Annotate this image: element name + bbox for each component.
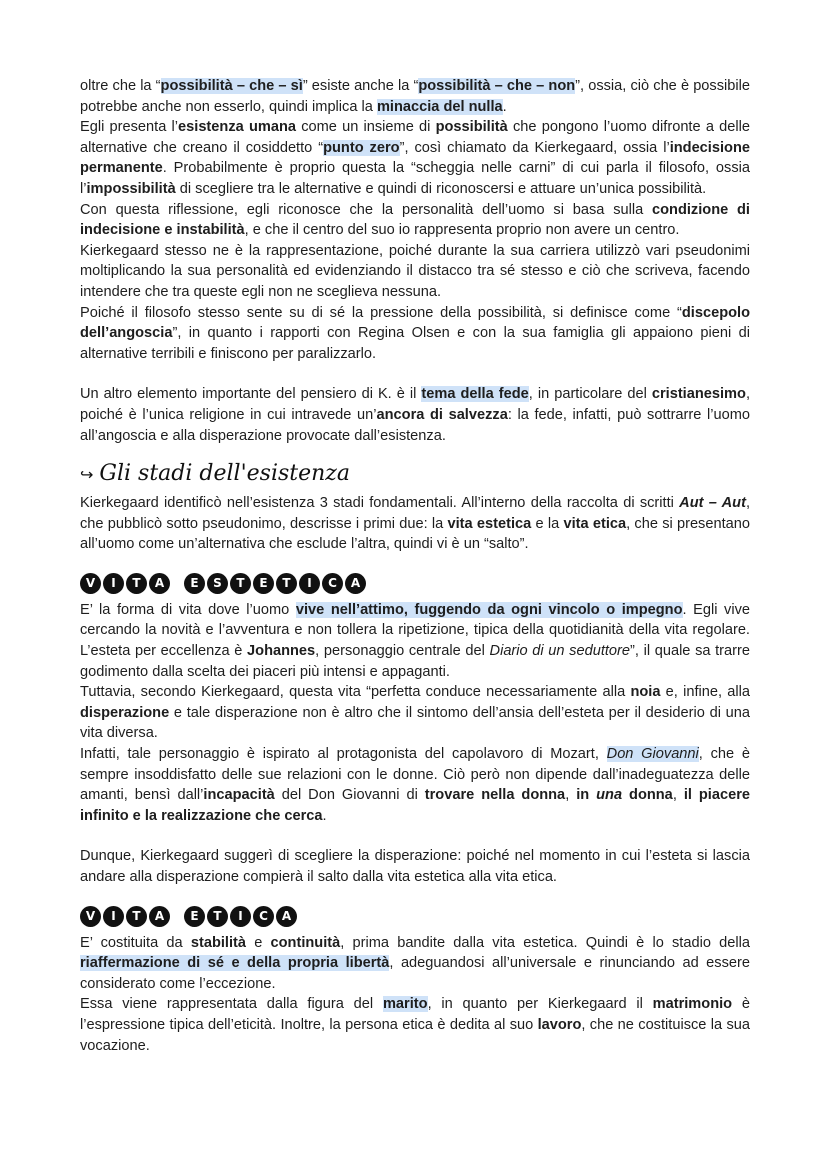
paragraph: Infatti, tale personaggio è ispirato al protagonista del capolavoro di Mozart, Don Giovanni, che è sempre insoddisfatto delle sue relazioni con le donne. Ciò però non dipende dall’inadeguatezza delle amanti, bensì dall’incapacità del Don Giovanni di trovare nella donna, in una donna, il piacere infinito e la realizzazione che cerca. (80, 746, 751, 824)
paragraph: oltre che la “possibilità – che – sì” esiste anche la “possibilità – che – non”, ossia, ciò che è possibile potrebbe anche non esserlo, quindi implica la minaccia del nulla. (80, 78, 750, 115)
letter-badge: C (322, 573, 343, 594)
paragraph: Tuttavia, secondo Kierkegaard, questa vita “perfetta conduce necessariamente alla noia e, infine, alla disperazione e tale disperazione non è altro che il sintomo dell’ansia dell’esteta per il desiderio di una vita diversa. (80, 684, 750, 742)
letter-badge: V (80, 573, 101, 594)
section-heading-vita-estetica (80, 573, 750, 594)
letter-badge: T (276, 573, 297, 594)
letter-badge: I (299, 573, 320, 594)
paragraph: Dunque, Kierkegaard suggerì di scegliere la disperazione: poiché nel momento in cui l’esteta si lascia andare alla disperazione compierà il salto dalla vita estetica alla vita etica. (80, 848, 750, 885)
highlight: Don Giovanni (606, 746, 699, 763)
letter-badge: I (103, 573, 124, 594)
paragraph: Poiché il filosofo stesso sente su di sé la pressione della possibilità, si definisce come “discepolo dell’angoscia”, in quanto i rapporti con Regina Olsen e con la sua famiglia gli appaiono pieni di alternative terribili e finiscono per paralizzarlo. (80, 304, 750, 362)
letter-badge: A (276, 906, 297, 927)
letter-badge: E (253, 573, 274, 594)
paragraph: E’ la forma di vita dove l’uomo vive nell’attimo, fuggendo da ogni vincolo o impegno. Egli vive cercando la novità e l’avventura e non tollera la ripetizione, tipica della quotidianità della vita regolare. L’esteta per eccellenza è Johannes, personaggio centrale del Diario di un seduttore”, il quale sa trarre godimento dalla scelta dei piaceri più intensi e appaganti. (80, 601, 751, 680)
highlight: tema della fede (421, 386, 529, 403)
paragraph: Kierkegaard identificò nell’esistenza 3 stadi fondamentali. All’interno della raccolta di scritti Aut – Aut, che pubblicò sotto pseudonimo, descrisse i primi due: la vita estetica e la vita etica, che si presentano all’uomo come un’alternativa che esclude l’altra, quindi vi è un “salto”. (80, 495, 750, 553)
paragraph: Con questa riflessione, egli riconosce che la personalità dell’uomo si basa sulla condizione di indecisione e instabilità, e che il centro del suo io rappresenta proprio non avere un centro. (80, 201, 750, 239)
letter-badge: C (253, 906, 274, 927)
highlight: riaffermazione di sé e della propria libertà (80, 955, 390, 972)
letter-badge: S (207, 573, 228, 594)
letter-badge: I (230, 906, 251, 927)
letter-badge: I (103, 906, 124, 927)
paragraph: Kierkegaard stesso ne è la rappresentazione, poiché durante la sua carriera utilizzò vari pseudonimi moltiplicando la sua personalità ed evidenziando il distacco tra sé stesso e ciò che scriveva, facendo intendere che tra queste egli non ne sceglieva nessuna. (80, 242, 750, 300)
paragraph: Essa viene rappresentata dalla figura del marito, in quanto per Kierkegaard il matrimonio è l’espressione tipica dell’eticità. Inoltre, la persona etica è dedita al suo lavoro, che ne costituisce la sua vocazione. (80, 996, 751, 1054)
highlight: possibilità – che – sì (160, 78, 303, 94)
letter-badge: T (126, 573, 147, 594)
highlight: marito (382, 996, 428, 1013)
arrow-icon: ↪ (80, 465, 94, 485)
letter-badge: V (80, 906, 101, 927)
letter-badge: A (149, 573, 170, 594)
highlight: possibilità – che – non (418, 78, 576, 94)
paragraph: Un altro elemento importante del pensiero di K. è il tema della fede, in particolare del cristianesimo, poiché è l’unica religione in cui intravede un’ancora di salvezza: la fede, infatti, può sottrarre l’uomo all’angoscia e alla disperazione provocate dall’esistenza. (80, 386, 751, 444)
letter-badge: E (184, 906, 205, 927)
document-page (80, 76, 750, 1056)
paragraph: E’ costituita da stabilità e continuità, prima bandite dalla vita estetica. Quindi è lo stadio della riaffermazione di sé e della propria libertà, adeguandosi all’universale e rinunciando ad essere considerato come l’eccezione. (80, 934, 750, 992)
paragraph: Egli presenta l’esistenza umana come un insieme di possibilità che pongono l’uomo difronte a delle alternative che creano il cosiddetto “punto zero”, così chiamato da Kierkegaard, ossia l’indecisione permanente. Probabilmente è proprio questa la “scheggia nelle carni” di cui parla il filosofo, ossia l’impossibilità di scegliere tra le alternative e quindi di riconoscersi e attuare un’unica possibilità. (80, 119, 750, 197)
letter-badge: A (345, 573, 366, 594)
highlight: vive nell’attimo, fuggendo da ogni vincolo o impegno (295, 601, 683, 618)
letter-badge: A (149, 906, 170, 927)
section-title-stadi: ↪ Gli stadi dell'esistenza (80, 461, 350, 487)
letter-badge: T (126, 906, 147, 927)
section-heading-vita-etica (80, 906, 750, 927)
letter-badge: E (184, 573, 205, 594)
highlight: punto zero (323, 139, 400, 156)
letter-badge: T (207, 906, 228, 927)
highlight: minaccia del nulla (376, 98, 503, 115)
letter-badge: T (230, 573, 251, 594)
